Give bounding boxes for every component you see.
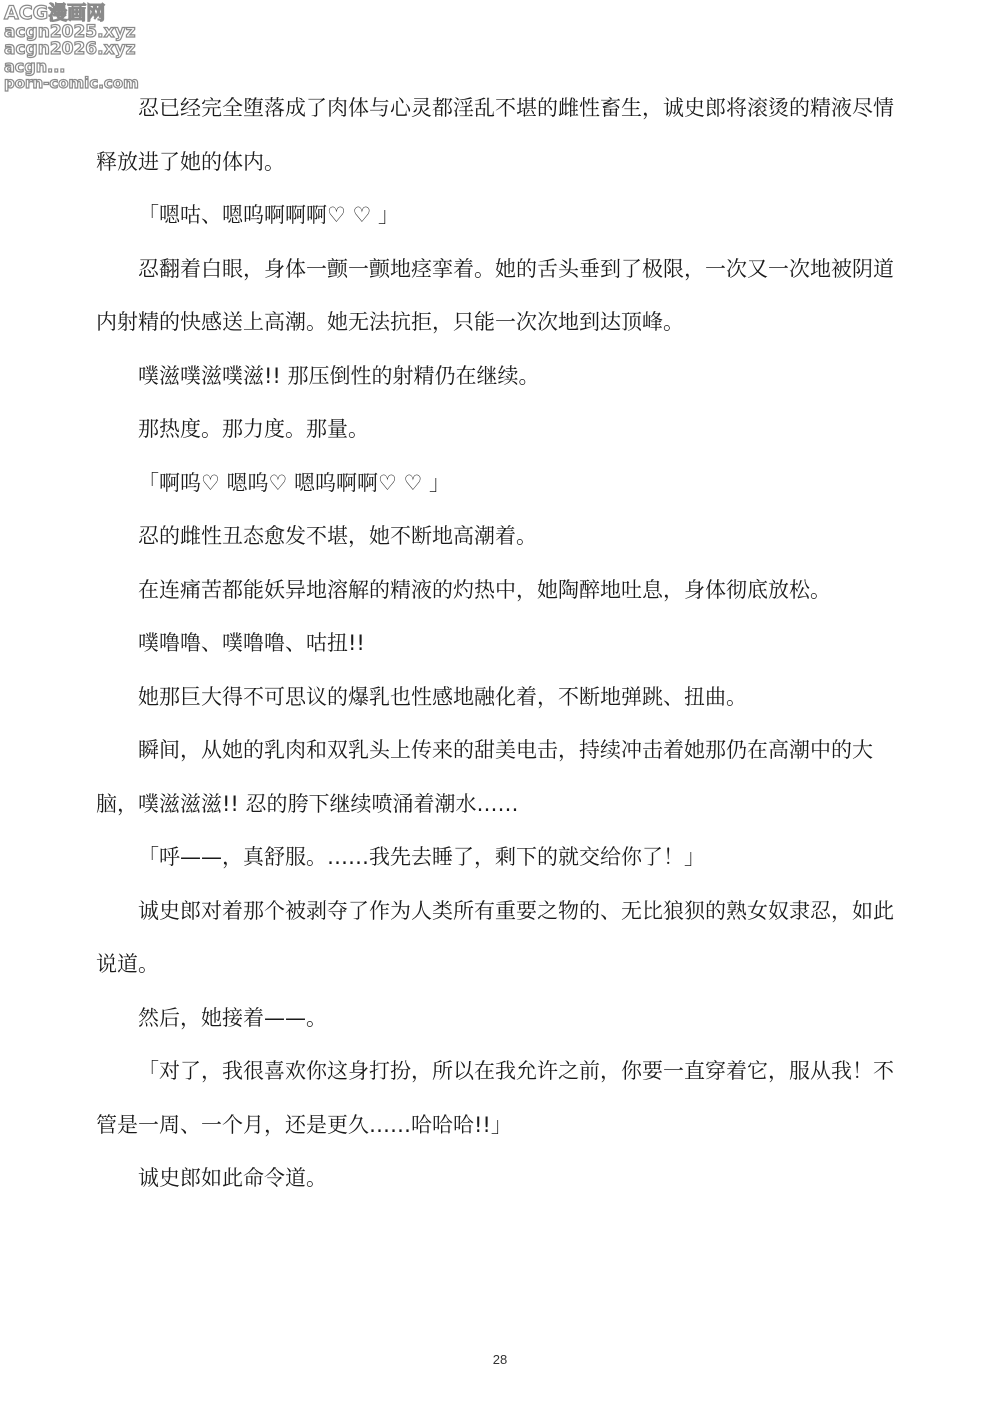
- paragraph: 瞬间，从她的乳肉和双乳头上传来的甜美电击，持续冲击着她那仍在高潮中的大脑，噗滋滋滋!! 忍的胯下继续喷涌着潮水……: [96, 738, 873, 816]
- watermark-line: acgn...: [4, 57, 66, 76]
- page-number: 28: [492, 1352, 508, 1367]
- body-text: [96, 82, 906, 1206]
- paragraph: 诚史郎对着那个被剥夺了作为人类所有重要之物的、无比狼狈的熟女奴隶忍，如此说道。: [96, 898, 894, 976]
- paragraph: 噗噜噜、噗噜噜、咕扭!!: [138, 631, 365, 655]
- paragraph: 「对了，我很喜欢你这身打扮，所以在我允许之前，你要一直穿着它，服从我！不管是一周、一个月，还是更久……哈哈哈!!」: [96, 1059, 894, 1137]
- paragraph: 诚史郎如此命令道。: [138, 1166, 327, 1190]
- watermark-line: acgn2025.xyz: [4, 22, 136, 42]
- watermark-line: porn-comic.com: [4, 74, 139, 92]
- paragraph: 「嗯咕、嗯呜啊啊啊♡ ♡ 」: [138, 203, 400, 227]
- paragraph: 然后，她接着——。: [138, 1005, 327, 1030]
- paragraph: 那热度。那力度。那量。: [138, 417, 369, 441]
- paragraph: 忍已经完全堕落成了肉体与心灵都淫乱不堪的雌性畜生，诚史郎将滚烫的精液尽情释放进了她的体内。: [96, 96, 894, 174]
- paragraph: 忍翻着白眼，身体一颤一颤地痉挛着。她的舌头垂到了极限，一次又一次地被阴道内射精的快感送上高潮。她无法抗拒，只能一次次地到达顶峰。: [96, 256, 894, 334]
- paragraph: 忍的雌性丑态愈发不堪，她不断地高潮着。: [138, 524, 537, 548]
- watermark-line: acgn2026.xyz: [4, 39, 136, 59]
- paragraph: 「啊呜♡ 嗯呜♡ 嗯呜啊啊♡ ♡ 」: [138, 470, 451, 495]
- paragraph: 她那巨大得不可思议的爆乳也性感地融化着，不断地弹跳、扭曲。: [138, 684, 747, 709]
- paragraph: 噗滋噗滋噗滋!! 那压倒性的射精仍在继续。: [138, 363, 540, 388]
- site-watermark: [4, 2, 144, 92]
- paragraph: 「呼——，真舒服。……我先去睡了，剩下的就交给你了！」: [138, 845, 705, 869]
- watermark-line: ACG漫画网: [4, 2, 106, 24]
- paragraph: 在连痛苦都能妖异地溶解的精液的灼热中，她陶醉地吐息，身体彻底放松。: [138, 577, 831, 602]
